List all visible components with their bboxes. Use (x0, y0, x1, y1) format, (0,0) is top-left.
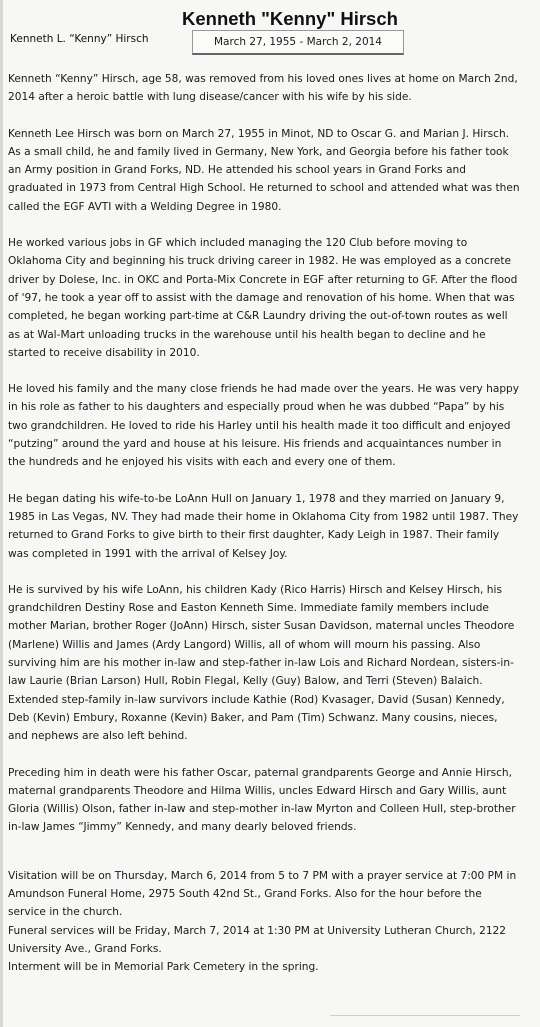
paragraph-early-life: Kenneth Lee Hirsch was born on March 27, 1955 in Minot, ND to Oscar G. and Marian J. Hirsch. As a small child, he and family lived in Germany, New York, and Georgia before his father took an Army position in Grand Forks, ND. He attended his school years in Grand Forks and graduated in 1973 from Central High School. He returned to school and attended what was then called the EGF AVTI with a Welding Degree in 1980. (8, 127, 520, 213)
life-dates: March 27, 1955 - March 2, 2014 (192, 30, 404, 55)
paragraph-career: He worked various jobs in GF which included managing the 120 Club before moving to Oklahoma City and beginning his truck driving career in 1982. He was employed as a concrete driver by Dolese, Inc. in OKC and Porta-Mix Concrete in EGF after returning to GF. After the flood of '97, he took a year off to assist with the damage and renovation of his home. When that was completed, he began working part-time at C&R Laundry driving the out-of-town routes as well as at Wal-Mart unloading trucks in the warehouse until his health began to decline and he started to receive disability in 2010. (8, 237, 518, 359)
paragraph-survivors: He is survived by his wife LoAnn, his children Kady (Rico Harris) Hirsch and Kelsey Hirsch, his grandchildren Destiny Rose and Easton Kenneth Sime. Immediate family members include mother Marian, brother Roger (JoAnn) Hirsch, sister Susan Davidson, maternal uncles Theodore (Marlene) Willis and James (Ardy Langord) Willis, all of whom will mourn his passing. Also surviving him are his mother in-law and step-father in-law Lois and Richard Nordean, sisters-in-law Laurie (Brian Larson) Hull, Robin Flegal, Kelly (Guy) Balow, and Terri (Steven) Balaich. Extended step-family in-law survivors include Kathie (Rod) Kvasager, David (Susan) Kennedy, Deb (Kevin) Embury, Roxanne (Kevin) Baker, and Pam (Tim) Schwanz. Many cousins, nieces, and nephews are also left behind. (8, 583, 515, 743)
paragraph-preceded: Preceding him in death were his father Oscar, paternal grandparents George and Annie Hirsch, maternal grandparents Theodore and Hilma Willis, uncles Edward Hirsch and Gary Willis, aunt Gloria (Willis) Olson, father in-law and step-mother in-law Myrton and Colleen Hull, step-brother in-law James “Jimmy” Kennedy, and many dearly beloved friends. (8, 766, 516, 834)
page-title: Kenneth "Kenny" Hirsch (182, 8, 398, 29)
bottom-divider (330, 1015, 520, 1016)
service-interment: Interment will be in Memorial Park Cemetery in the spring. (8, 961, 319, 974)
paragraph-marriage: He began dating his wife-to-be LoAnn Hull on January 1, 1978 and they married on January 9, 1985 in Las Vegas, NV. They had made their home in Oklahoma City from 1982 until 1987. They returned to Grand Forks to give birth to their first daughter, Kady Leigh in 1987. Their family was completed in 1991 with the arrival of Kelsey Joy. (8, 492, 519, 560)
service-funeral: Funeral services will be Friday, March 7, 2014 at 1:30 PM at University Lutheran Church, 2122 University Ave., Grand Forks. (8, 924, 507, 955)
service-visitation: Visitation will be on Thursday, March 6, 2014 from 5 to 7 PM with a prayer service at 7:00 PM in Amundson Funeral Home, 2975 South 42nd St., Grand Forks. Also for the hour before the service in the church. (8, 869, 517, 919)
page-edge (0, 0, 3, 1027)
paragraph-family-life: He loved his family and the many close friends he had made over the years. He was very happy in his role as father to his daughters and especially proud when he was dubbed “Papa” by his two grandchildren. He loved to ride his Harley until his health made it too difficult and enjoyed “putzing” around the yard and house at his leisure. His friends and acquaintances number in the hundreds and he enjoyed his visits with each and every one of them. (8, 383, 520, 469)
title-block (182, 8, 408, 56)
paragraph-intro: Kenneth “Kenny” Hirsch, age 58, was removed from his loved ones lives at home on March 2nd, 2014 after a heroic battle with lung disease/cancer with his wife by his side. (8, 73, 518, 104)
obituary-body (8, 70, 520, 976)
header-name-line: Kenneth L. “Kenny” Hirsch (10, 33, 149, 45)
